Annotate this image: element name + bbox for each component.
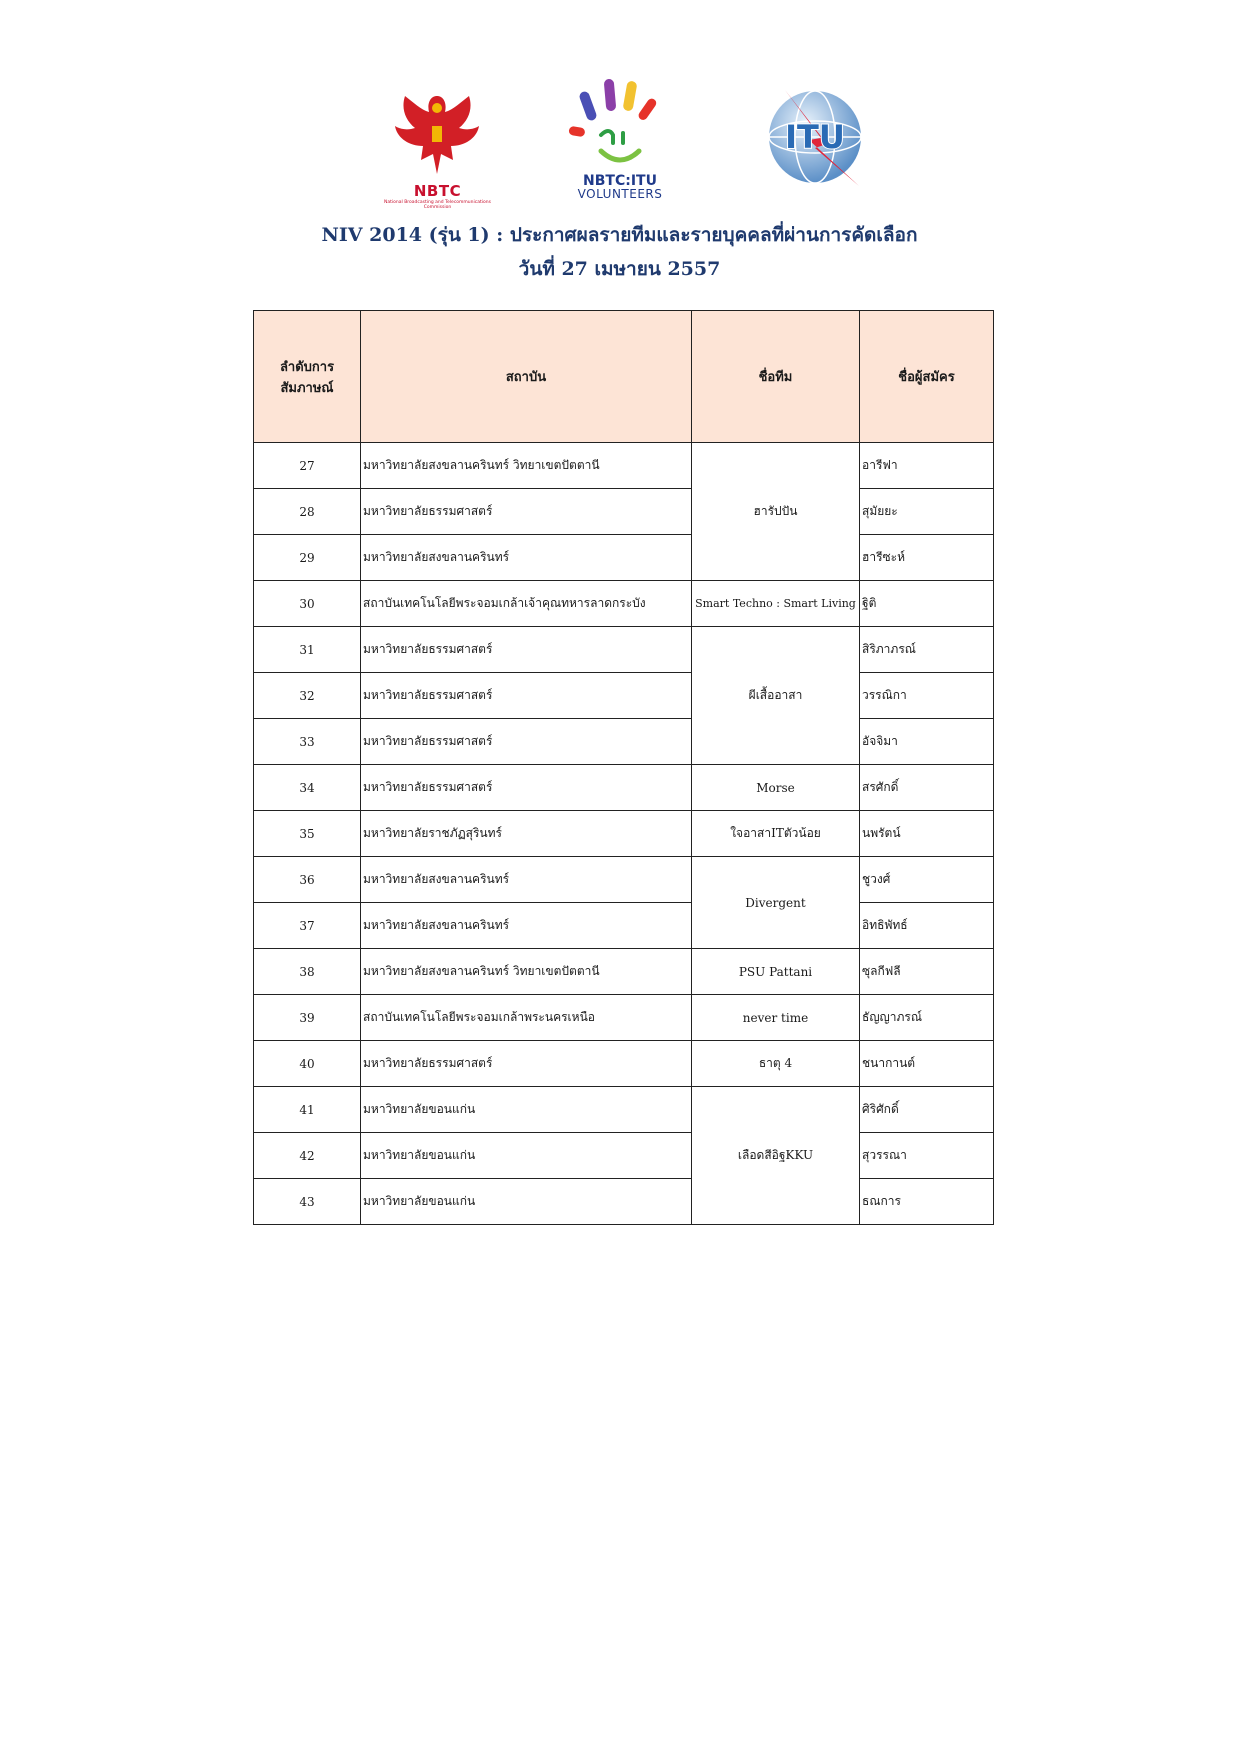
row-institution: มหาวิทยาลัยขอนแก่น (361, 1087, 692, 1133)
volunteers-logo-line1: NBTC:ITU (583, 173, 657, 189)
row-applicant: ชูวงศ์ (860, 857, 994, 903)
row-institution: มหาวิทยาลัยสงขลานครินทร์ (361, 535, 692, 581)
row-institution: มหาวิทยาลัยสงขลานครินทร์ (361, 857, 692, 903)
table-row (254, 1179, 994, 1225)
row-applicant: นพรัตน์ (860, 811, 994, 857)
row-number: 30 (254, 581, 361, 627)
row-team: ธาตุ 4 (692, 1041, 860, 1087)
row-team: ใจอาสาITตัวน้อย (692, 811, 860, 857)
row-number: 43 (254, 1179, 361, 1225)
nbtc-itu-volunteers-logo (565, 77, 675, 199)
row-number: 38 (254, 949, 361, 995)
row-institution: สถาบันเทคโนโลยีพระจอมเกล้าพระนครเหนือ (361, 995, 692, 1041)
row-number: 34 (254, 765, 361, 811)
row-team: Morse (692, 765, 860, 811)
row-applicant: สรศักดิ์ (860, 765, 994, 811)
table-row (254, 995, 994, 1041)
row-institution: มหาวิทยาลัยสงขลานครินทร์ (361, 903, 692, 949)
table-row (254, 1041, 994, 1087)
row-applicant: อิทธิพัทธ์ (860, 903, 994, 949)
itu-logo (763, 82, 873, 192)
row-team: Smart Techno : Smart Living (692, 581, 860, 627)
table-row (254, 1133, 994, 1179)
row-institution: มหาวิทยาลัยธรรมศาสตร์ (361, 673, 692, 719)
nbtc-logo (375, 90, 500, 210)
page-date: วันที่ 27 เมษายน 2557 (518, 258, 721, 280)
itu-globe-icon (763, 82, 873, 192)
hand-icon (565, 77, 675, 172)
row-number: 39 (254, 995, 361, 1041)
header-interview-order: ลำดับการสัมภาษณ์ (254, 311, 361, 443)
row-applicant: ธัญญาภรณ์ (860, 995, 994, 1041)
itu-logo-text: ITU (785, 118, 845, 156)
row-institution: มหาวิทยาลัยราชภัฏสุรินทร์ (361, 811, 692, 857)
row-applicant: สิริภาภรณ์ (860, 627, 994, 673)
table-row (254, 581, 994, 627)
table-row (254, 903, 994, 949)
table-row (254, 489, 994, 535)
nbtc-logo-subtitle: National Broadcasting and Telecommunications Commission (384, 200, 491, 210)
row-team: เลือดสีอิฐKKU (692, 1087, 860, 1225)
row-institution: มหาวิทยาลัยธรรมศาสตร์ (361, 765, 692, 811)
row-team: never time (692, 995, 860, 1041)
logo-strip (0, 72, 1239, 210)
table-row (254, 673, 994, 719)
row-institution: มหาวิทยาลัยธรรมศาสตร์ (361, 719, 692, 765)
header-team-name: ชื่อทีม (692, 311, 860, 443)
row-number: 27 (254, 443, 361, 489)
table-row (254, 857, 994, 903)
row-number: 42 (254, 1133, 361, 1179)
row-applicant: ศิริศักดิ์ (860, 1087, 994, 1133)
results-table (253, 310, 994, 1225)
table-row (254, 719, 994, 765)
row-applicant: สุมัยยะ (860, 489, 994, 535)
row-team: ฮารัปปัน (692, 443, 860, 581)
row-number: 37 (254, 903, 361, 949)
header-institution: สถาบัน (361, 311, 692, 443)
row-team: ผีเสื้ออาสา (692, 627, 860, 765)
row-number: 36 (254, 857, 361, 903)
row-institution: มหาวิทยาลัยธรรมศาสตร์ (361, 489, 692, 535)
row-applicant: ฐิติ (860, 581, 994, 627)
table-row (254, 765, 994, 811)
row-institution: มหาวิทยาลัยสงขลานครินทร์ วิทยาเขตปัตตานี (361, 949, 692, 995)
table-row (254, 627, 994, 673)
row-number: 32 (254, 673, 361, 719)
row-applicant: ซุลกีฟลี (860, 949, 994, 995)
row-number: 33 (254, 719, 361, 765)
volunteers-logo-line2: VOLUNTEERS (577, 187, 663, 201)
row-number: 28 (254, 489, 361, 535)
row-institution: มหาวิทยาลัยสงขลานครินทร์ วิทยาเขตปัตตานี (361, 443, 692, 489)
row-applicant: ฮารีซะห์ (860, 535, 994, 581)
row-number: 35 (254, 811, 361, 857)
row-applicant: อารีฟา (860, 443, 994, 489)
row-number: 31 (254, 627, 361, 673)
nbtc-logo-text: NBTC (413, 182, 462, 200)
row-applicant: สุวรรณา (860, 1133, 994, 1179)
row-institution: มหาวิทยาลัยธรรมศาสตร์ (361, 1041, 692, 1087)
row-institution: สถาบันเทคโนโลยีพระจอมเกล้าเจ้าคุณทหารลาดกระบัง (361, 581, 692, 627)
row-applicant: ชนากานต์ (860, 1041, 994, 1087)
garuda-emblem-icon (375, 90, 500, 182)
row-team: PSU Pattani (692, 949, 860, 995)
row-applicant: ธณการ (860, 1179, 994, 1225)
row-institution: มหาวิทยาลัยธรรมศาสตร์ (361, 627, 692, 673)
page-title: NIV 2014 (รุ่น 1) : ประกาศผลรายทีมและรายบุคคลที่ผ่านการคัดเลือก (321, 224, 918, 246)
table-row (254, 1087, 994, 1133)
table-header-row (254, 311, 994, 443)
table-row (254, 535, 994, 581)
table-row (254, 949, 994, 995)
table-row (254, 443, 994, 489)
row-institution: มหาวิทยาลัยขอนแก่น (361, 1133, 692, 1179)
row-applicant: อัจจิมา (860, 719, 994, 765)
volunteers-logo-text (555, 175, 685, 201)
table-row (254, 811, 994, 857)
row-applicant: วรรณิกา (860, 673, 994, 719)
row-number: 40 (254, 1041, 361, 1087)
row-number: 29 (254, 535, 361, 581)
row-number: 41 (254, 1087, 361, 1133)
row-team: Divergent (692, 857, 860, 949)
row-institution: มหาวิทยาลัยขอนแก่น (361, 1179, 692, 1225)
header-applicant-name: ชื่อผู้สมัคร (860, 311, 994, 443)
